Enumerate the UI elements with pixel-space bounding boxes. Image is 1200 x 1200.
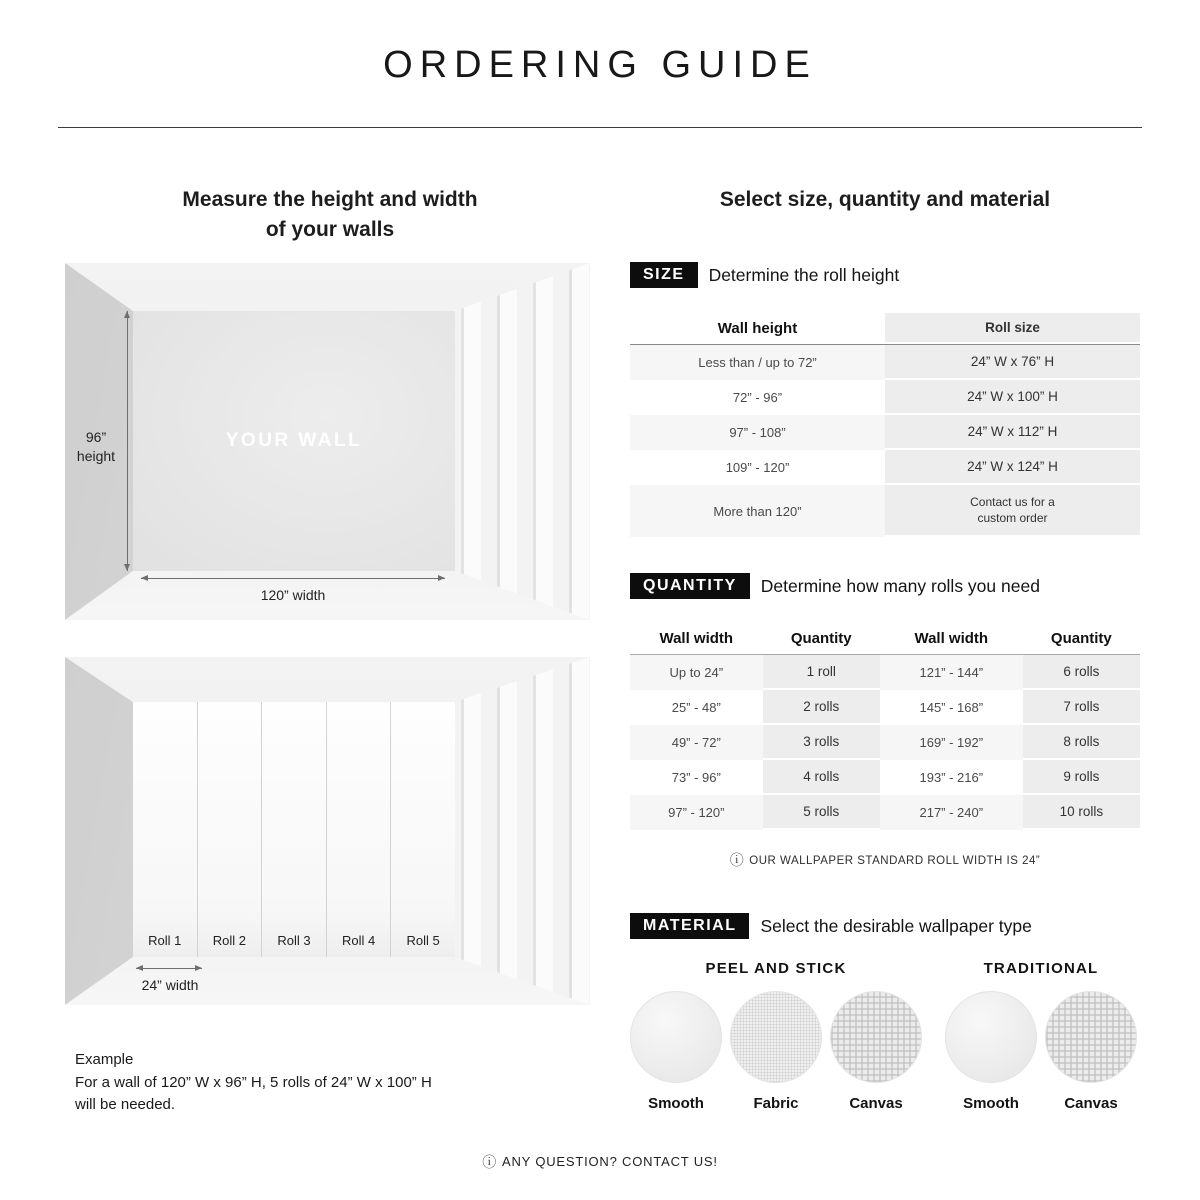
size-badge: SIZE xyxy=(630,262,698,288)
size-table-row xyxy=(630,450,1140,485)
measure-heading xyxy=(60,185,600,246)
room-illustration-your-wall xyxy=(65,263,590,620)
smooth-texture-swatch xyxy=(630,991,722,1083)
quantity-cell: 5 rolls xyxy=(763,795,880,830)
quantity-table-row xyxy=(630,655,1140,690)
traditional-swatches xyxy=(944,991,1138,1112)
swatch-item xyxy=(1044,991,1138,1112)
size-subtitle: Determine the roll height xyxy=(708,264,900,285)
select-heading: Select size, quantity and material xyxy=(719,188,1051,211)
example-title: Example xyxy=(75,1051,134,1068)
example-note xyxy=(75,1049,565,1117)
wall-width-cell: 97” - 120” xyxy=(630,795,763,830)
quantity-header: Quantity xyxy=(790,630,852,647)
roll-panel xyxy=(327,702,392,957)
roll-panel xyxy=(391,702,455,957)
peel-and-stick-swatches xyxy=(629,991,923,1112)
quantity-cell: 3 rolls xyxy=(763,725,880,760)
wall-height-cell: 72” - 96” xyxy=(732,390,783,405)
page-title: ORDERING GUIDE xyxy=(383,44,817,86)
roll-width-dimension-line xyxy=(136,968,202,969)
swatch-item xyxy=(729,991,823,1112)
quantity-cell: 8 rolls xyxy=(1023,725,1140,760)
measure-section xyxy=(60,165,600,1165)
wall-width-cell: 217” - 240” xyxy=(880,795,1023,830)
info-icon: ⓘ xyxy=(482,1154,498,1170)
quantity-cell: 6 rolls xyxy=(1023,655,1140,690)
roll-size-header: Roll size xyxy=(885,313,1140,344)
swatch-label: Smooth xyxy=(648,1095,704,1112)
select-section xyxy=(630,165,1140,1165)
quantity-header: Quantity xyxy=(1050,630,1112,647)
wall-height-header: Wall height xyxy=(717,320,798,337)
wall-height-cell: Less than / up to 72” xyxy=(630,345,885,380)
swatch-item xyxy=(944,991,1038,1112)
width-dimension-line xyxy=(141,578,445,579)
quantity-table-header xyxy=(630,623,1140,655)
roll-width-note-text: OUR WALLPAPER STANDARD ROLL WIDTH IS 24” xyxy=(749,855,1041,867)
size-table xyxy=(630,313,1140,537)
wall-height-cell: 97” - 108” xyxy=(630,415,885,450)
fabric-texture-swatch xyxy=(730,991,822,1083)
swatch-label: Canvas xyxy=(849,1095,903,1112)
quantity-cell: 9 rolls xyxy=(1023,760,1140,795)
swatch-item xyxy=(829,991,923,1112)
measure-heading-line1: Measure the height and width xyxy=(182,188,478,211)
swatch-label: Fabric xyxy=(753,1095,799,1112)
peel-and-stick-title: PEEL AND STICK xyxy=(705,960,847,977)
size-table-row xyxy=(630,345,1140,380)
material-badge: MATERIAL xyxy=(630,913,749,939)
canvas-texture-swatch xyxy=(1045,991,1137,1083)
material-group-peel-and-stick xyxy=(630,960,922,1112)
roll-label: Roll 2 xyxy=(212,933,247,948)
quantity-subtitle: Determine how many rolls you need xyxy=(760,575,1040,596)
quantity-cell: 10 rolls xyxy=(1023,795,1140,830)
wall-width-cell: 145” - 168” xyxy=(919,700,984,715)
roll-label: Roll 1 xyxy=(148,933,182,948)
quantity-section-header xyxy=(630,573,1040,599)
material-options xyxy=(630,960,1140,1112)
wall-width-cell: 121” - 144” xyxy=(880,655,1023,690)
quantity-badge: QUANTITY xyxy=(630,573,750,599)
quantity-table-row xyxy=(630,725,1140,760)
footer-text: ANY QUESTION? CONTACT US! xyxy=(502,1154,718,1169)
example-line2: will be needed. xyxy=(75,1096,176,1113)
quantity-table xyxy=(630,623,1140,830)
wall-height-cell: More than 120” xyxy=(630,485,885,537)
quantity-table-row xyxy=(630,690,1140,725)
size-section-header xyxy=(630,262,899,288)
smooth-texture-swatch xyxy=(945,991,1037,1083)
wall-width-cell: 193” - 216” xyxy=(919,770,984,785)
quantity-cell: 2 rolls xyxy=(763,690,880,725)
swatch-label: Canvas xyxy=(1064,1095,1118,1112)
material-section-header xyxy=(630,913,1032,939)
quantity-table-row xyxy=(630,760,1140,795)
quantity-table-row xyxy=(630,795,1140,830)
size-table-row xyxy=(630,380,1140,415)
footer-contact-note xyxy=(0,1152,1200,1172)
swatch-item xyxy=(629,991,723,1112)
roll-panel xyxy=(262,702,327,957)
height-dimension-label: 96” height xyxy=(76,429,116,464)
width-dimension-label: 120” width xyxy=(260,587,326,603)
size-table-row xyxy=(630,415,1140,450)
roll-size-cell: 24” W x 100” H xyxy=(885,380,1140,415)
wall-width-cell: 169” - 192” xyxy=(880,725,1023,760)
info-icon: ⓘ xyxy=(729,852,745,868)
roll-label: Roll 3 xyxy=(277,933,311,948)
size-table-row xyxy=(630,485,1140,537)
traditional-title: TRADITIONAL xyxy=(983,960,1099,977)
height-dimension-line xyxy=(127,311,128,571)
roll-panel xyxy=(198,702,263,957)
canvas-texture-swatch xyxy=(830,991,922,1083)
roll-size-cell: 24” W x 112” H xyxy=(885,415,1140,450)
room-illustration-rolls xyxy=(65,657,590,1005)
roll-width-note xyxy=(630,850,1140,870)
example-line1: For a wall of 120” W x 96” H, 5 rolls of 24” W x 100” H xyxy=(75,1073,432,1091)
roll-panel xyxy=(133,702,198,957)
title-divider xyxy=(58,127,1142,128)
roll-width-dimension-label: 24” width xyxy=(141,977,199,993)
roll-panels xyxy=(133,702,455,957)
wall-width-header: Wall width xyxy=(659,630,734,647)
roll-size-cell: 24” W x 76” H xyxy=(885,345,1140,380)
quantity-cell: 7 rolls xyxy=(1023,690,1140,725)
size-table-header xyxy=(630,313,1140,345)
material-group-traditional xyxy=(942,960,1140,1112)
roll-size-cell: Contact us for a custom order xyxy=(885,485,1140,537)
room-back-wall xyxy=(133,311,455,571)
wall-width-cell: 25” - 48” xyxy=(671,700,721,715)
wall-width-header: Wall width xyxy=(914,630,989,647)
roll-label: Roll 5 xyxy=(406,933,440,948)
quantity-cell: 1 roll xyxy=(763,655,880,690)
measure-heading-line2: of your walls xyxy=(265,218,395,242)
swatch-label: Smooth xyxy=(963,1095,1019,1112)
wall-height-cell: 109” - 120” xyxy=(725,460,790,475)
quantity-cell: 4 rolls xyxy=(763,760,880,795)
roll-label: Roll 4 xyxy=(341,933,376,948)
wall-width-cell: 73” - 96” xyxy=(671,770,721,785)
wall-width-cell: 49” - 72” xyxy=(630,725,763,760)
wall-width-cell: Up to 24” xyxy=(630,655,763,690)
your-wall-label: YOUR WALL xyxy=(225,430,363,451)
material-subtitle: Select the desirable wallpaper type xyxy=(760,915,1032,936)
roll-size-cell: 24” W x 124” H xyxy=(885,450,1140,485)
